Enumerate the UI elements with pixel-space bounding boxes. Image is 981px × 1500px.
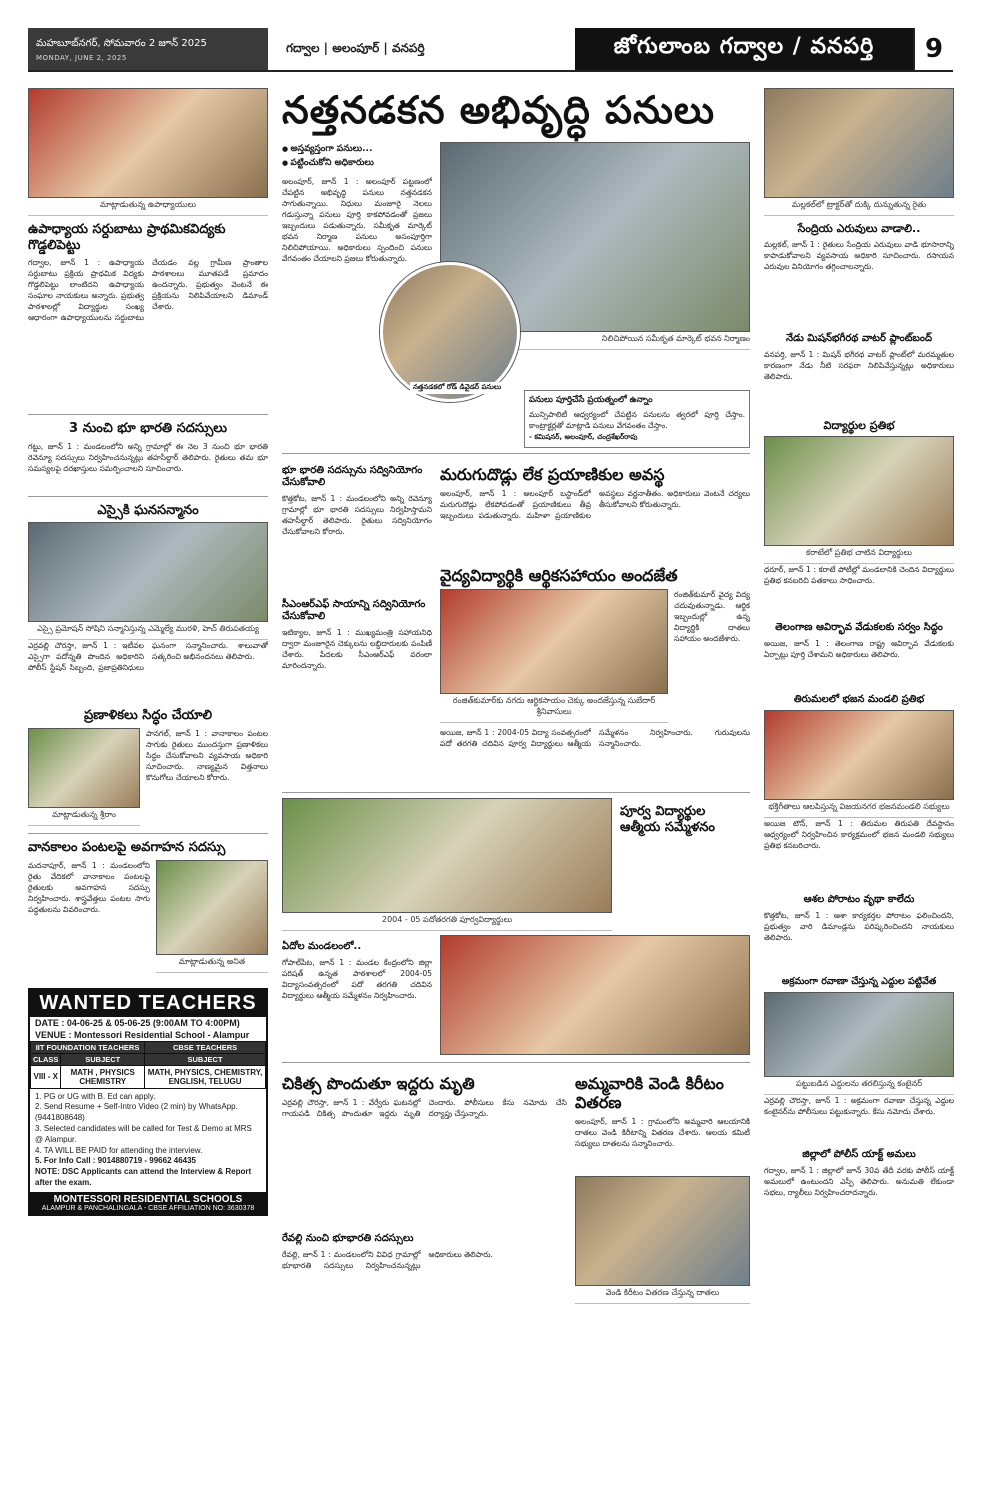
ad-table <box>30 1041 266 1089</box>
quote-byline: - కమిషనర్, అలంపూర్, చంద్రశేఖర్‌రావు <box>529 432 638 441</box>
photo-caption: భక్తిగీతాలు ఆలపిస్తున్న విజయనగర భజనమండలి సభ్యులు <box>764 800 954 818</box>
story-text: అలంపూర్, జూన్ 1 : గ్రామంలోని అమ్మవారి ఆలయానికి దాతలు వెండి కిరీటాన్ని వితరణ చేశారు. ఆలయ కమిటీ సభ్యులు దాతలను సన్మానించారు. <box>575 1117 750 1149</box>
photo-teachers-union <box>28 88 268 198</box>
middle-column <box>282 88 750 1304</box>
story-text: అయిజ, జూన్ 1 : తెలంగాణ రాష్ట్ర ఆవిర్భావ వేడుకలకు ఏర్పాట్లు పూర్తి చేశామని అధికారులు తెలిపారు. <box>764 639 954 660</box>
ad-venue: VENUE : Montessori Residential School - Alampur <box>35 1029 250 1040</box>
story-headline: వానకాలం పంటలపై అవగాహన సదస్సు <box>28 839 226 855</box>
photo-cheque-handover <box>440 589 668 694</box>
left-column <box>28 88 268 1216</box>
story-text: ఎర్రవల్లి చౌరస్తా, జూన్ 1 : అక్రమంగా రవాణా చేస్తున్న ఎద్దుల కంటైనర్‌ను పోలీసులు పట్టుకున్నారు. కేసు నమోదు చేశారు. <box>764 1095 954 1116</box>
story-text: అలంపూర్, జూన్ 1 : అలంపూర్ బస్టాండ్‌లో మరుగుదొడ్లు లేకపోవడంతో ప్రయాణికులు తీవ్ర ఇబ్బందులు పడుతున్నారు. మహిళా ప్రయాణికుల అవస్థలు వర్ణనాతీతం. అధికారులు వెంటనే చర్యలు తీసుకోవాలని కోరుతున్నారు. <box>440 488 750 520</box>
story-headline: వైద్యవిద్యార్థికి ఆర్థికసహాయం అందజేత <box>440 565 678 585</box>
page-number: 9 <box>913 28 953 70</box>
ad-right-header: CBSE TEACHERS <box>145 1041 266 1053</box>
ad-note: 3. Selected candidates will be called for Test & Demo at MRS @ Alampur. <box>35 1123 252 1144</box>
photo-caption: మాట్లాడుతున్న శ్రీరాం <box>28 808 140 826</box>
ad-subject2-value: MATH, PHYSICS, CHEMISTRY, ENGLISH, TELUGU <box>145 1065 266 1088</box>
divider <box>282 453 750 454</box>
story-text: ఎర్రవల్లి చౌరస్తా, జూన్ 1 : వేర్వేరు ఘటనల్లో గాయపడి చికిత్స పొందుతూ ఇద్దరు మృతి చెందారు. పోలీసులు కేసు నమోదు చేసి దర్యాప్తు చేస్తున్నారు. <box>282 1098 567 1119</box>
masthead-regions: గద్వాల | అలంపూర్ | వనపర్తి <box>286 40 425 55</box>
story-text: గద్వాల, జూన్ 1 : జిల్లాలో జూన్ 30వ తేదీ వరకు పోలీస్ యాక్ట్ అమలులో ఉంటుందని ఎస్పీ తెలిపారు. అనుమతి లేకుండా సభలు, ర్యాలీలు నిర్వహించరాదన్నారు. <box>764 1165 954 1197</box>
story-text: అయిజ, జూన్ 1 : 2004-05 విద్యా సంవత్సరంలో పదో తరగతి చదివిన పూర్వ విద్యార్థులు ఆత్మీయ సమ్మేళనం నిర్వహించారు. గురువులను సన్మానించారు. <box>440 727 750 748</box>
story-text: ధరూర్, జూన్ 1 : కరాటే పోటీల్లో మండలానికి చెందిన విద్యార్థులు ప్రతిభ కనబరిచి పతకాలు సాధించారు. <box>764 565 954 586</box>
story-text: వనపర్తి, జూన్ 1 : మిషన్ భగీరథ వాటర్ ప్లాంట్‌లో మరమ్మతుల కారణంగా నేడు నీటి సరఫరా నిలిపివేస్తున్నట్లు అధికారులు తెలిపారు. <box>764 350 954 382</box>
photo-alumni-event <box>440 935 750 1055</box>
ad-note: 2. Send Resume + Self-Intro Video (2 min) by WhatsApp. (9441808648) <box>35 1102 238 1123</box>
photo-caption: నిలిచిపోయిన సమీకృత మార్కెట్ భవన నిర్మాణం <box>440 332 750 350</box>
story-row <box>282 459 750 787</box>
masthead <box>28 28 953 72</box>
story-text: మల్లకల్, జూన్ 1 : రైతులు సేంద్రియ ఎరువులు వాడి భూసారాన్ని కాపాడుకోవాలని వ్యవసాయ అధికారి సూచించారు. రసాయన ఎరువుల వినియోగం తగ్గించాలన్నారు. <box>764 240 954 272</box>
ad-note: 4. TA WILL BE PAID for attending the interview. <box>35 1145 203 1155</box>
story-block <box>28 728 268 828</box>
story-text: అలంపూర్, జూన్ 1 : అలంపూర్ పట్టణంలో చేపట్టిన అభివృద్ధి పనులు నత్తనడకన సాగుతున్నాయి. నిధులు మంజూరై నెలలు గడుస్తున్నా పనులు పూర్తి కాకపోవడంతో ప్రజలు ఇబ్బందులు పడుతున్నారు. సమీకృత మార్కెట్ భవన నిర్మాణ పనులు అసంపూర్తిగా నిలిచిపోయాయి. అధికారులు స్పందించి పనులు వేగవంతం చేయాలని ప్రజలు కోరుతున్నారు. <box>282 176 432 263</box>
story-text: గోపాల్‌పేట, జూన్ 1 : మండల కేంద్రంలోని జిల్లా పరిషత్ ఉన్నత పాఠశాలలో 2004-05 విద్యాసంవత్సరంలో పదో తరగతి చదివిన విద్యార్థులు ఆత్మీయ సమ్మేళనం నిర్వహించారు. <box>282 957 432 1000</box>
photo-alumni-group <box>282 798 612 913</box>
story-text: గట్టు, జూన్ 1 : మండలంలోని అన్ని గ్రామాల్లో ఈ నెల 3 నుంచి భూ భారతి రెవెన్యూ సదస్సులు నిర్వహించనున్నట్లు తహసీల్దార్ తెలిపారు. రైతులు తమ భూ సమస్యలపై దరఖాస్తులు సమర్పించాలని సూచించారు. <box>28 441 268 473</box>
photo-silver-crown <box>575 1176 750 1286</box>
ad-col-subject2: SUBJECT <box>145 1053 266 1065</box>
ad-note: 5. For Info Call : 9014880719 - 99662 46435 <box>35 1156 196 1166</box>
photo-speaker <box>156 860 268 955</box>
ad-note: NOTE: DSC Applicants can attend the Interview & Report after the exam. <box>35 1167 252 1187</box>
photo-caption: మల్లకల్‌లో ట్రాక్టర్‌తో దుక్కి దున్నుతున్న రైతు <box>764 198 954 216</box>
masthead-date-block <box>28 28 268 70</box>
story-row <box>282 1068 750 1304</box>
story-text: ఇటిక్యాల, జూన్ 1 : ముఖ్యమంత్రి సహాయనిధి ద్వారా మంజూరైన చెక్కులను లబ్ధిదారులకు పంపిణీ చేశారు. పేదలకు సీఎంఆర్‌ఎఫ్ వరంలా మారిందన్నారు. <box>282 627 432 670</box>
story-headline: చికిత్స పొందుతూ ఇద్దరు మృతి <box>282 1073 475 1093</box>
quote-box <box>524 390 750 448</box>
photo-container-truck <box>764 992 954 1077</box>
ad-left-header: IIT FOUNDATION TEACHERS <box>31 1041 145 1053</box>
story-headline: ఉపాధ్యాయ సర్దుబాటు ప్రాథమికవిద్యకు గొడ్డలిపెట్టు <box>28 222 226 253</box>
ad-title: WANTED TEACHERS <box>30 990 266 1017</box>
photo-caption: నత్తనడకలో రోడ్ డివైడర్ పనులు <box>410 382 504 394</box>
story-headline: జిల్లాలో పోలీస్ యాక్ట్ అమలు <box>802 1148 916 1160</box>
photo-road-divider <box>380 262 520 402</box>
masthead-brand: జోగులాంబ గద్వాల / వనపర్తి <box>575 28 913 70</box>
main-story <box>282 142 750 448</box>
story-headline: రేవల్లి నుంచి భూభారతి సదస్సులు <box>282 1233 414 1245</box>
story-headline: పూర్వ విద్యార్థుల ఆత్మీయ సమ్మేళనం <box>620 803 715 835</box>
photo-caption: మాట్లాడుతున్న ఉపాధ్యాయులు <box>28 198 268 216</box>
photo-caption: 2004 - 05 పదోతరగతి పూర్వవిద్యార్థులు <box>282 913 612 931</box>
divider <box>28 833 268 834</box>
date-english: MONDAY, JUNE 2, 2025 <box>36 53 127 62</box>
ad-subject-value: MATH , PHYSICS CHEMISTRY <box>61 1065 145 1088</box>
story-headline: ఆశల పోరాటం వృథా కాలేదు <box>803 894 915 906</box>
story-text: గద్వాల, జూన్ 1 : ఉపాధ్యాయ సర్దుబాటు ప్రక్రియ ప్రాథమిక విద్యకు గొడ్డలిపెట్టు లాంటిదని ఉపాధ్యాయ సంఘాల నాయకులు అన్నారు. ప్రభుత్వ పాఠశాలల్లో విద్యార్థుల సంఖ్య ఆధారంగా ఉపాధ్యాయులను సర్దుబాటు చేయడం వల్ల గ్రామీణ ప్రాంతాల పాఠశాలలు మూతపడే ప్రమాదం ఉందన్నారు. ప్రభుత్వం వెంటనే ఈ ప్రక్రియను నిలిపివేయాలని డిమాండ్ చేశారు. <box>28 258 268 323</box>
photo-karate-students <box>764 436 954 546</box>
ad-col-subject: SUBJECT <box>61 1053 145 1065</box>
story-text: ఎర్రవల్లి చౌరస్తా, జూన్ 1 : ఇటీవల ఎస్సైగా పదోన్నతి పొందిన అధికారిని పోలీస్ స్టేషన్ సిబ్బంది, ప్రజాప్రతినిధులు ఘనంగా సన్మానించారు. శాలువాతో సత్కరించి అభినందనలు తెలిపారు. <box>28 641 268 673</box>
story-block <box>440 589 750 723</box>
story-text: పానగల్, జూన్ 1 : వానాకాలం పంటల సాగుకు రైతులు ముందస్తుగా ప్రణాళికలు సిద్ధం చేసుకోవాలని వ్యవసాయ అధికారి సూచించారు. నాణ్యమైన విత్తనాలు కొనుగోలు చేయాలని కోరారు. <box>146 728 268 782</box>
ad-notes <box>30 1089 266 1192</box>
story-row <box>282 798 750 931</box>
story-headline: సేంద్రియ ఎరువులు వాడాలి.. <box>797 222 921 235</box>
ad-date: DATE : 04-06-25 & 05-06-25 (9:00AM TO 4:00PM) <box>35 1017 240 1028</box>
main-headline: నత్తనడకన అభివృద్ధి పనులు <box>282 88 715 132</box>
story-headline: తిరుమలలో భజన మండలి ప్రతిభ <box>793 694 925 706</box>
bullet-item: ● అస్తవ్యస్తంగా పనులు... <box>282 144 432 156</box>
photo-bhajan-group <box>764 710 954 800</box>
story-text: మదనాపూర్, జూన్ 1 : మండలంలోని రైతు వేదికలో వానాకాలం పంటలపై రైతులకు అవగాహన సదస్సు నిర్వహించారు. శాస్త్రవేత్తలు పంటల సాగు పద్ధతులను వివరించారు. <box>28 860 150 914</box>
ad-col-class: CLASS <box>31 1053 61 1065</box>
photo-caption: రంజిత్‌కుమార్‌కు నగదు ఆర్థికసాయం చెక్కు అందజేస్తున్న సుబేదార్ శ్రీనివాసులు <box>440 694 668 723</box>
story-headline: ప్రణాళికలు సిద్ధం చేయాలి <box>83 708 213 724</box>
story-row <box>282 935 750 1057</box>
story-headline: ఎస్సైకి ఘనసన్మానం <box>97 502 199 518</box>
story-text: రంజిత్‌కుమార్ వైద్య విద్య చదువుతున్నాడు. ఆర్థిక ఇబ్బందుల్లో ఉన్న విద్యార్థికి దాతలు సహాయం అందజేశారు. <box>674 589 750 643</box>
story-headline: విద్యార్థుల ప్రతిభ <box>823 419 895 433</box>
divider <box>282 792 750 793</box>
date-telugu: మహబూబ్‌నగర్, సోమవారం 2 జూన్ 2025 <box>36 37 207 49</box>
story-headline: 3 నుంచి భూ భారతి సదస్సులు <box>69 421 227 437</box>
photo-caption: పట్టుబడిన ఎద్దులను తరలిస్తున్న కంటైనర్ <box>764 1077 954 1095</box>
photo-caption: మాట్లాడుతున్న అనిత <box>156 955 268 973</box>
ad-class-value: VIII - X <box>31 1065 61 1088</box>
quote-text: మున్సిపాలిటీ ఆధ్వర్యంలో చేపట్టిన పనులను త్వరలో పూర్తి చేస్తాం. కాంట్రాక్టర్లతో మాట్లాడి పనులు వేగవంతం చేస్తాం. <box>529 409 745 430</box>
bullet-list <box>282 144 432 170</box>
story-text: అయిజ టౌన్, జూన్ 1 : తిరుమల తిరుపతి దేవస్థానం ఆధ్వర్యంలో నిర్వహించిన కార్యక్రమంలో భజన మండలి సభ్యులు ప్రతిభ కనబరిచారు. <box>764 819 954 851</box>
photo-caption: కరాటేలో ప్రతిభ చాటిన విద్యార్థులు <box>764 546 954 564</box>
story-headline: భూ భారతి సదస్సును సద్వినియోగం చేసుకోవాలి <box>282 464 423 488</box>
bullet-item: ● పట్టించుకోని అధికారులు <box>282 158 432 170</box>
story-text: కొత్తకోట, జూన్ 1 : ఆశా కార్యకర్తల పోరాటం ఫలించిందని, ప్రభుత్వం వారి డిమాండ్లను పరిష్కరించిందని నాయకులు తెలిపారు. <box>764 911 954 943</box>
photo-caption: వెండి కిరీటం వితరణ చేస్తున్న దాతలు <box>575 1286 750 1304</box>
divider <box>282 1062 750 1063</box>
story-block <box>28 860 268 980</box>
ad-footer-sub: ALAMPUR & PANCHALINGALA - CBSE AFFILIATION NO: 3630378 <box>41 1204 255 1212</box>
story-headline: ఏదోల మండలంలో.. <box>282 940 362 952</box>
quote-title: పనులు పూర్తిచేసే ప్రయత్నంలో ఉన్నాం <box>529 394 653 405</box>
divider <box>28 496 268 497</box>
story-headline: తెలంగాణ ఆవిర్భావ వేడుకలకు సర్వం సిద్ధం <box>775 622 943 634</box>
story-headline: నేడు మిషన్‌భగీరథ వాటర్ ప్లాంట్‌బంద్ <box>785 333 933 345</box>
story-text: కొత్తకోట, జూన్ 1 : మండలంలోని అన్ని రెవెన్యూ గ్రామాల్లో భూ భారతి సదస్సులు నిర్వహిస్తామని తహసీల్దార్ తెలిపారు. రైతులు సద్వినియోగం చేసుకోవాలని కోరారు. <box>282 493 432 536</box>
story-headline: మరుగుదొడ్లు లేక ప్రయాణికుల అవస్థ <box>440 464 665 484</box>
story-headline: అక్రమంగా రవాణా చేస్తున్న ఎద్దుల పట్టివేత <box>781 976 937 988</box>
story-headline: అమ్మవారికి వెండి కిరీటం వితరణ <box>575 1073 724 1113</box>
story-headline: సీఎంఆర్‌ఎఫ్ సాయాన్ని సద్వినియోగం చేసుకోవాలి <box>282 598 426 622</box>
photo-tractor-field <box>764 88 954 198</box>
story-text: రేవల్లి, జూన్ 1 : మండలంలోని వివిధ గ్రామాల్లో భూభారతి సదస్సులు నిర్వహించనున్నట్లు అధికారులు తెలిపారు. <box>282 1250 493 1271</box>
right-column <box>764 88 954 1225</box>
ad-footer <box>30 1192 266 1214</box>
photo-si-felicitation <box>28 522 268 622</box>
photo-caption: ఎస్సై ప్రమోషన్ సోషిని సన్మానిస్తున్న ఎమ్మెల్యే మురళి, హెచ్ తిరుపతయ్య <box>28 622 268 640</box>
wanted-teachers-ad <box>28 988 268 1216</box>
photo-speaker <box>28 728 140 808</box>
ad-footer-title: MONTESSORI RESIDENTIAL SCHOOLS <box>53 1193 243 1205</box>
ad-note: 1. PG or UG with B. Ed can apply. <box>35 1091 156 1101</box>
divider <box>28 414 268 415</box>
